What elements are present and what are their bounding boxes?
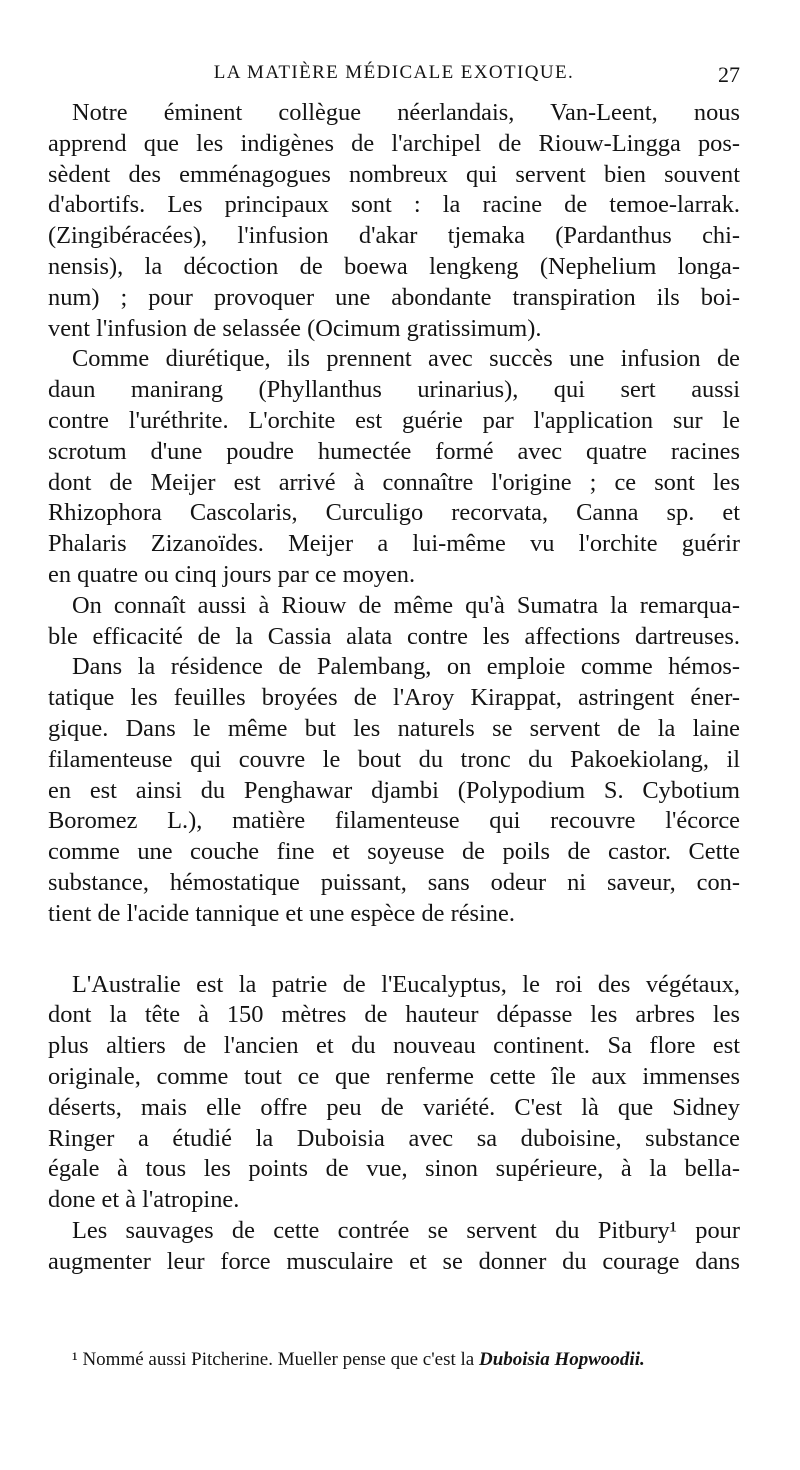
text-line: d'abortifs. Les principaux sont : la racine de temoe-larrak. bbox=[48, 191, 740, 219]
paragraph bbox=[48, 591, 740, 653]
text-line: augmenter leur force musculaire et se donner du courage dans bbox=[48, 1247, 740, 1275]
text-line: Rhizophora Cascolaris, Curculigo recorvata, Canna sp. et bbox=[48, 499, 740, 527]
text-line: originale, comme tout ce que renferme cette île aux immenses bbox=[48, 1062, 740, 1090]
text-line: Dans la résidence de Palembang, on emploie comme hémos- bbox=[72, 653, 740, 681]
text-line: num) ; pour provoquer une abondante transpiration ils boi- bbox=[48, 283, 740, 311]
text-line: (Zingibéracées), l'infusion d'akar tjemaka (Pardanthus chi- bbox=[48, 222, 740, 250]
paragraph bbox=[48, 652, 740, 929]
text-line: tatique les feuilles broyées de l'Aroy Kirappat, astringent éner- bbox=[48, 684, 740, 712]
text-line: Notre éminent collègue néerlandais, Van-Leent, nous bbox=[72, 99, 740, 126]
text-line: done et à l'atropine. bbox=[48, 1186, 240, 1214]
text-line: dont la tête à 150 mètres de hauteur dépasse les arbres les bbox=[48, 1001, 740, 1029]
text-line: L'Australie est la patrie de l'Eucalyptus, le roi des végétaux, bbox=[72, 970, 740, 998]
text-line: tient de l'acide tannique et une espèce de résine. bbox=[48, 899, 515, 927]
text-line: apprend que les indigènes de l'archipel de Riouw-Lingga pos- bbox=[48, 129, 740, 157]
text-line: Phalaris Zizanoïdes. Meijer a lui-même vu l'orchite guérir bbox=[48, 530, 740, 558]
footnote-marker: ¹ bbox=[72, 1349, 78, 1370]
paragraph bbox=[48, 1216, 740, 1278]
text-line: ble efficacité de la Cassia alata contre les affections dartreuses. bbox=[48, 622, 740, 650]
text-line: substance, hémostatique puissant, sans odeur ni saveur, con- bbox=[48, 868, 740, 896]
paragraph bbox=[48, 344, 740, 590]
text-line: Boromez L.), matière filamenteuse qui recouvre l'écorce bbox=[48, 807, 740, 835]
text-line: scrotum d'une poudre humectée formé avec quatre racines bbox=[48, 437, 740, 465]
text-line: gique. Dans le même but les naturels se servent de la laine bbox=[48, 714, 740, 742]
text-line: plus altiers de l'ancien et du nouveau continent. Sa flore est bbox=[48, 1032, 740, 1060]
footnote-species: Duboisia Hopwoodii. bbox=[478, 1349, 645, 1370]
paragraph bbox=[48, 98, 740, 344]
text-line: Les sauvages de cette contrée se servent du Pitbury¹ pour bbox=[72, 1216, 740, 1244]
body-text bbox=[48, 98, 740, 1277]
text-line: Comme diurétique, ils prennent avec succès une infusion de bbox=[72, 345, 740, 373]
footnote-text: Nommé aussi Pitcherine. Mueller pense que c'est la bbox=[82, 1349, 475, 1370]
text-line: dont de Meijer est arrivé à connaître l'origine ; ce sont les bbox=[48, 468, 740, 496]
text-line: daun manirang (Phyllanthus urinarius), qui sert aussi bbox=[48, 376, 740, 404]
text-line: comme une couche fine et soyeuse de poils de castor. Cette bbox=[48, 838, 740, 866]
running-title: LA MATIÈRE MÉDICALE EXOTIQUE. bbox=[213, 62, 575, 83]
text-line: filamenteuse qui couvre le bout du tronc du Pakoekiolang, il bbox=[48, 745, 740, 773]
page-number: 27 bbox=[718, 62, 740, 87]
text-line: nensis), la décoction de boewa lengkeng (Nephelium longa- bbox=[48, 252, 740, 280]
page-header bbox=[48, 62, 740, 92]
footnote bbox=[48, 1348, 740, 1372]
text-line: contre l'uréthrite. L'orchite est guérie par l'application sur le bbox=[48, 406, 740, 434]
paragraph bbox=[48, 970, 740, 1216]
text-line: en quatre ou cinq jours par ce moyen. bbox=[48, 560, 416, 588]
text-line: Ringer a étudié la Duboisia avec sa duboisine, substance bbox=[48, 1124, 740, 1152]
section-break bbox=[48, 930, 740, 970]
text-line: vent l'infusion de selassée (Ocimum gratissimum). bbox=[48, 314, 542, 342]
text-line: sèdent des emménagogues nombreux qui servent bien souvent bbox=[48, 160, 740, 188]
text-line: en est ainsi du Penghawar djambi (Polypodium S. Cybotium bbox=[48, 776, 740, 804]
text-line: égale à tous les points de vue, sinon supérieure, à la bella- bbox=[48, 1155, 740, 1183]
text-line: On connaît aussi à Riouw de même qu'à Sumatra la remarqua- bbox=[72, 591, 740, 619]
text-line: déserts, mais elle offre peu de variété. C'est là que Sidney bbox=[48, 1093, 740, 1121]
